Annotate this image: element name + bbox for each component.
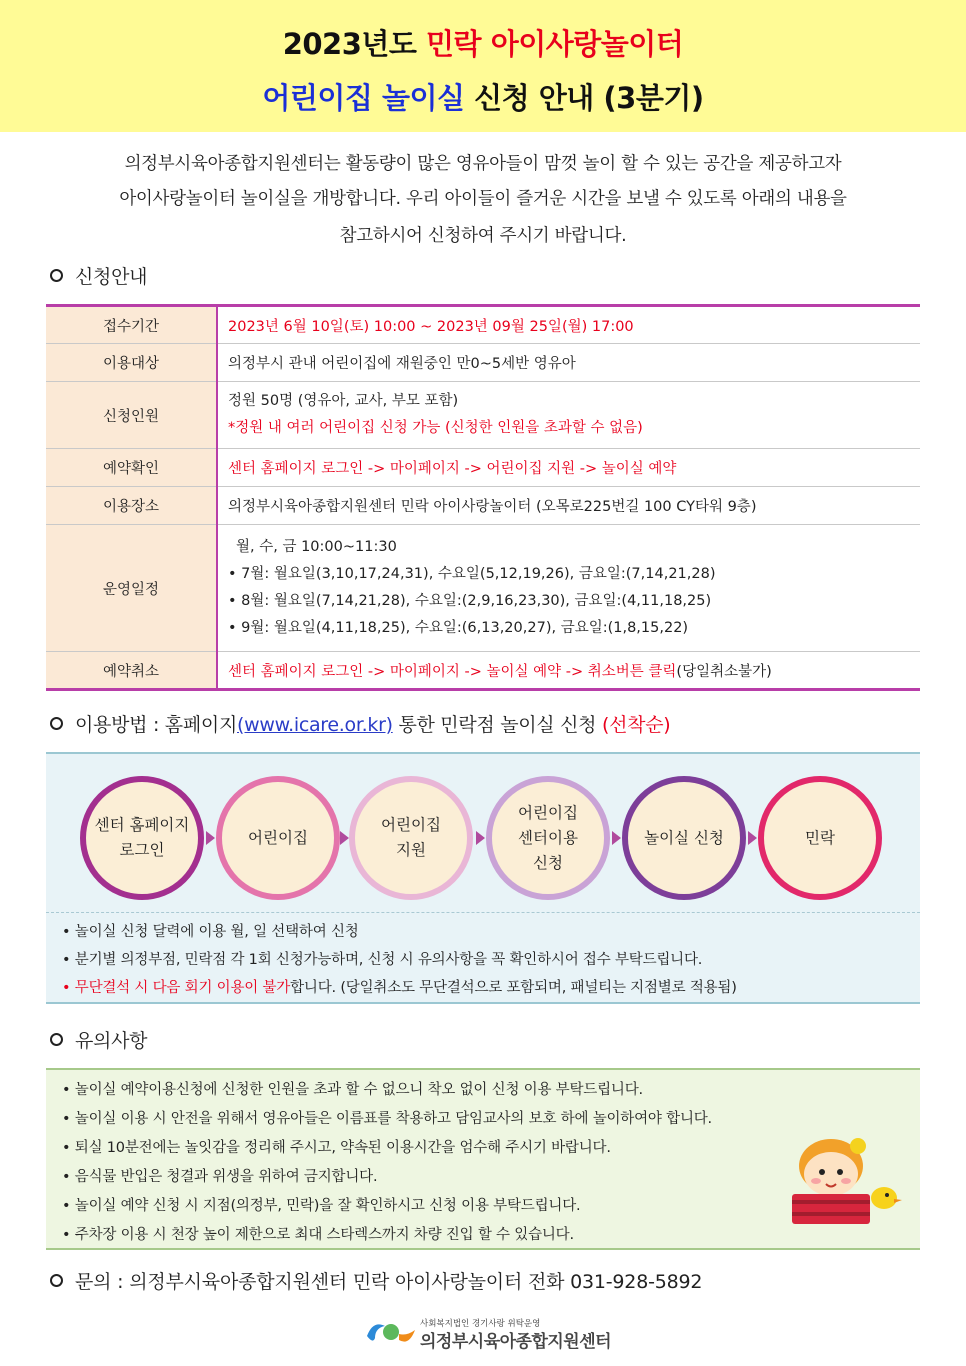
title-line-2 [0, 76, 966, 117]
intro-line: 참고하시어 신청하여 주시기 바랍니다. [339, 226, 627, 246]
title-line-1 [0, 22, 966, 63]
step-circle-minrak: 민락 [758, 776, 882, 900]
caution-item: • 주차장 이용 시 천장 높이 제한으로 최대 스타렉스까지 차량 진입 할 수 있습니다. [62, 1227, 574, 1243]
step-circle-login: 센터 홈페이지 로그인 [80, 776, 204, 900]
step-circle-center-use: 어린이집 센터이용 신청 [486, 776, 610, 900]
row-value: 의정부시육아종합지원센터 민락 아이사랑놀이터 (오목로225번길 100 CY타워 9층) [228, 499, 757, 515]
people-note: *정원 내 여러 어린이집 신청 가능 (신청한 인원을 초과할 수 없음) [228, 420, 643, 436]
table-row [46, 344, 920, 382]
row-label: 예약취소 [46, 652, 217, 690]
usage-note: • 분기별 의정부점, 민락점 각 1회 신청가능하며, 신청 시 유의사항을 꼭 확인하시어 접수 부탁드립니다. [62, 952, 703, 968]
divider [46, 912, 920, 913]
circle-bullet-icon [50, 1033, 63, 1046]
section-heading-caution: 유의사항 [50, 1026, 147, 1053]
section-heading-usage: 이용방법 : 홈페이지(www.icare.or.kr) 통한 민락점 놀이실 신청 (선착순) [50, 710, 670, 737]
row-label: 운영일정 [46, 525, 217, 652]
caution-item: • 퇴실 10분전에는 놀잇감을 정리해 주시고, 약속된 이용시간을 엄수해 주시기 바랍니다. [62, 1140, 611, 1156]
contact-info: 문의 : 의정부시육아종합지원센터 민락 아이사랑놀이터 전화 031-928-5892 [50, 1267, 702, 1294]
row-label: 접수기간 [46, 306, 217, 344]
row-label: 예약확인 [46, 449, 217, 487]
title-banner [0, 0, 966, 132]
arrow-right-icon [612, 831, 621, 845]
intro-line: 아이사랑놀이터 놀이실을 개방합니다. 우리 아이들이 즐거운 시간을 보낼 수 있도록 아래의 내용을 [119, 189, 847, 209]
title-year: 2023년도 [282, 27, 417, 61]
intro-line: 의정부시육아종합지원센터는 활동량이 많은 영유아들이 맘껏 놀이 할 수 있는 공간을 제공하고자 [124, 154, 842, 174]
caution-item: • 음식물 반입은 청결과 위생을 위하여 금지합니다. [62, 1169, 378, 1185]
table-row [46, 652, 920, 690]
step-circle-daycare: 어린이집 [216, 776, 340, 900]
center-logo-icon [363, 1316, 417, 1348]
step-circle-playroom: 놀이실 신청 [622, 776, 746, 900]
section-heading-info: 신청안내 [50, 262, 147, 289]
table-row [46, 487, 920, 525]
row-value: 의정부시 관내 어린이집에 재원중인 만0~5세반 영유아 [228, 356, 576, 372]
info-table [46, 304, 920, 691]
title-daycare: 어린이집 [262, 81, 373, 115]
title-guide: 신청 안내 (3분기) [474, 81, 704, 115]
circle-bullet-icon [50, 269, 63, 282]
schedule-hours: 월, 수, 금 10:00~11:30 [236, 539, 397, 555]
usage-note: • 무단결석 시 다음 회기 이용이 불가합니다. (당일취소도 무단결석으로 포함되며, 패널티는 지점별로 적용됨) [62, 980, 737, 996]
arrow-right-icon [476, 831, 485, 845]
row-label: 이용대상 [46, 344, 217, 382]
caution-item: • 놀이실 이용 시 안전을 위해서 영유아들은 이름표를 착용하고 담임교사의 보호 하에 놀이하여야 합니다. [62, 1111, 712, 1127]
row-value [217, 382, 920, 449]
table-row [46, 449, 920, 487]
arrow-right-icon [748, 831, 757, 845]
row-value: 2023년 6월 10일(토) 10:00 ~ 2023년 09월 25일(월) 17:00 [228, 318, 634, 335]
schedule-month: • 7월: 월요일(3,10,17,24,31), 수요일(5,12,19,26), 금요일:(7,14,21,28) [228, 566, 716, 582]
schedule-month: • 9월: 월요일(4,11,18,25), 수요일:(6,13,20,27), 금요일:(1,8,15,22) [228, 620, 689, 636]
title-branch: 민락 [426, 27, 482, 61]
footer-operator: 사회복지법인 경기사랑 위탁운영 [420, 1319, 541, 1329]
table-row [46, 306, 920, 344]
circle-bullet-icon [50, 717, 63, 730]
caution-item: • 놀이실 예약이용신청에 신청한 인원을 초과 할 수 없으니 착오 없이 신청 이용 부탁드립니다. [62, 1082, 643, 1098]
step-circle-support: 어린이집 지원 [349, 776, 473, 900]
usage-note: • 놀이실 신청 달력에 이용 월, 일 선택하여 신청 [62, 924, 359, 940]
footer-center-name: 의정부시육아종합지원센터 [420, 1332, 612, 1352]
arrow-right-icon [340, 831, 349, 845]
title-place: 아이사랑놀이터 [490, 27, 684, 61]
people-count: 정원 50명 (영유아, 교사, 부모 포함) [228, 393, 459, 409]
title-playroom: 놀이실 [382, 81, 465, 115]
homepage-link[interactable]: (www.icare.or.kr) [237, 714, 393, 736]
table-row [46, 525, 920, 652]
schedule-month: • 8월: 월요일(7,14,21,28), 수요일:(2,9,16,23,30), 금요일:(4,11,18,25) [228, 593, 712, 609]
usage-steps-panel [46, 752, 920, 1004]
arrow-right-icon [206, 831, 215, 845]
row-value: 센터 홈페이지 로그인 -> 마이페이지 -> 놀이실 예약 -> 취소버튼 클릭(당일취소불가) [228, 663, 772, 680]
circle-bullet-icon [50, 1274, 63, 1287]
caution-item: • 놀이실 예약 신청 시 지점(의정부, 민락)을 잘 확인하시고 신청 이용 부탁드립니다. [62, 1198, 581, 1214]
row-label: 이용장소 [46, 487, 217, 525]
child-mascot-illustration [786, 1136, 906, 1234]
row-label: 신청인원 [46, 382, 217, 449]
row-value: 센터 홈페이지 로그인 -> 마이페이지 -> 어린이집 지원 -> 놀이실 예약 [228, 461, 677, 477]
row-value [217, 525, 920, 652]
table-row [46, 382, 920, 449]
